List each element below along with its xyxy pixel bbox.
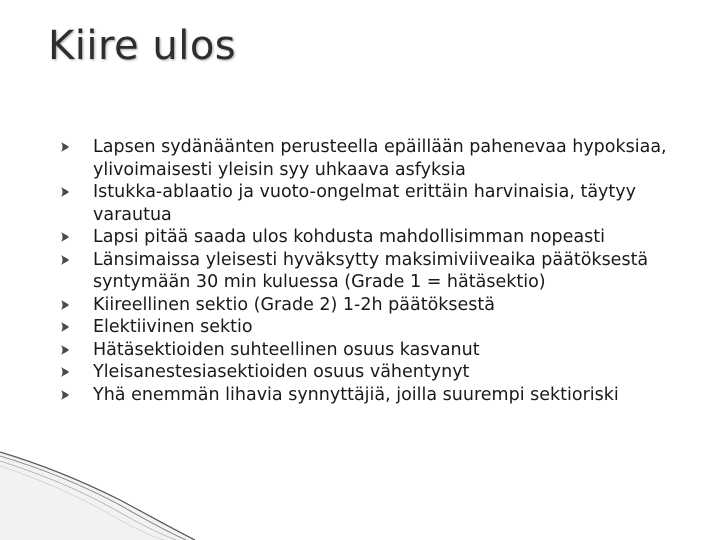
wing-bullet-icon [60,231,70,243]
bullet-text: Yhä enemmän lihavia synnyttäjiä, joilla suurempi sektioriski [93,384,619,405]
bullet-list [60,136,700,406]
bullet-text: Lapsen sydänäänten perusteella epäillään pahenevaa hypoksiaa, ylivoimaisesti yleisin syy uhkaava asfyksia [93,137,667,180]
bullet-text: Elektiivinen sektio [93,317,253,337]
bullet-item [60,226,700,249]
bullet-item [60,294,700,317]
bullet-text: Länsimaissa yleisesti hyväksytty maksimiviiveaika päätöksestä syntymään 30 min kuluessa (Grade 1 = hätäsektio) [93,249,649,292]
decorative-corner-lines [0,450,720,540]
bullet-text: Hätäsektioiden suhteellinen osuus kasvanut [93,339,480,360]
wing-bullet-icon [60,186,70,198]
bullet-item [60,181,700,226]
slide-title: Kiire ulos [48,23,237,69]
bullet-item [60,136,700,181]
wing-bullet-icon [60,366,70,378]
bullet-item [60,249,700,294]
wing-bullet-icon [60,141,70,153]
bullet-text: Yleisanestesiasektioiden osuus vähentynyt [93,362,470,382]
bullet-item [60,339,700,362]
bullet-text: Istukka-ablaatio ja vuoto-ongelmat erittäin harvinaisia, täytyy varautua [93,182,636,225]
wing-bullet-icon [60,254,70,266]
bullet-text: Lapsi pitää saada ulos kohdusta mahdollisimman nopeasti [93,227,605,247]
bullet-item [60,316,700,339]
wing-bullet-icon [60,389,70,401]
bullet-text: Kiireellinen sektio (Grade 2) 1-2h päätöksestä [93,294,496,315]
wing-bullet-icon [60,299,70,311]
bullet-item [60,384,700,407]
wing-bullet-icon [60,344,70,356]
bullet-item [60,361,700,384]
wing-bullet-icon [60,321,70,333]
